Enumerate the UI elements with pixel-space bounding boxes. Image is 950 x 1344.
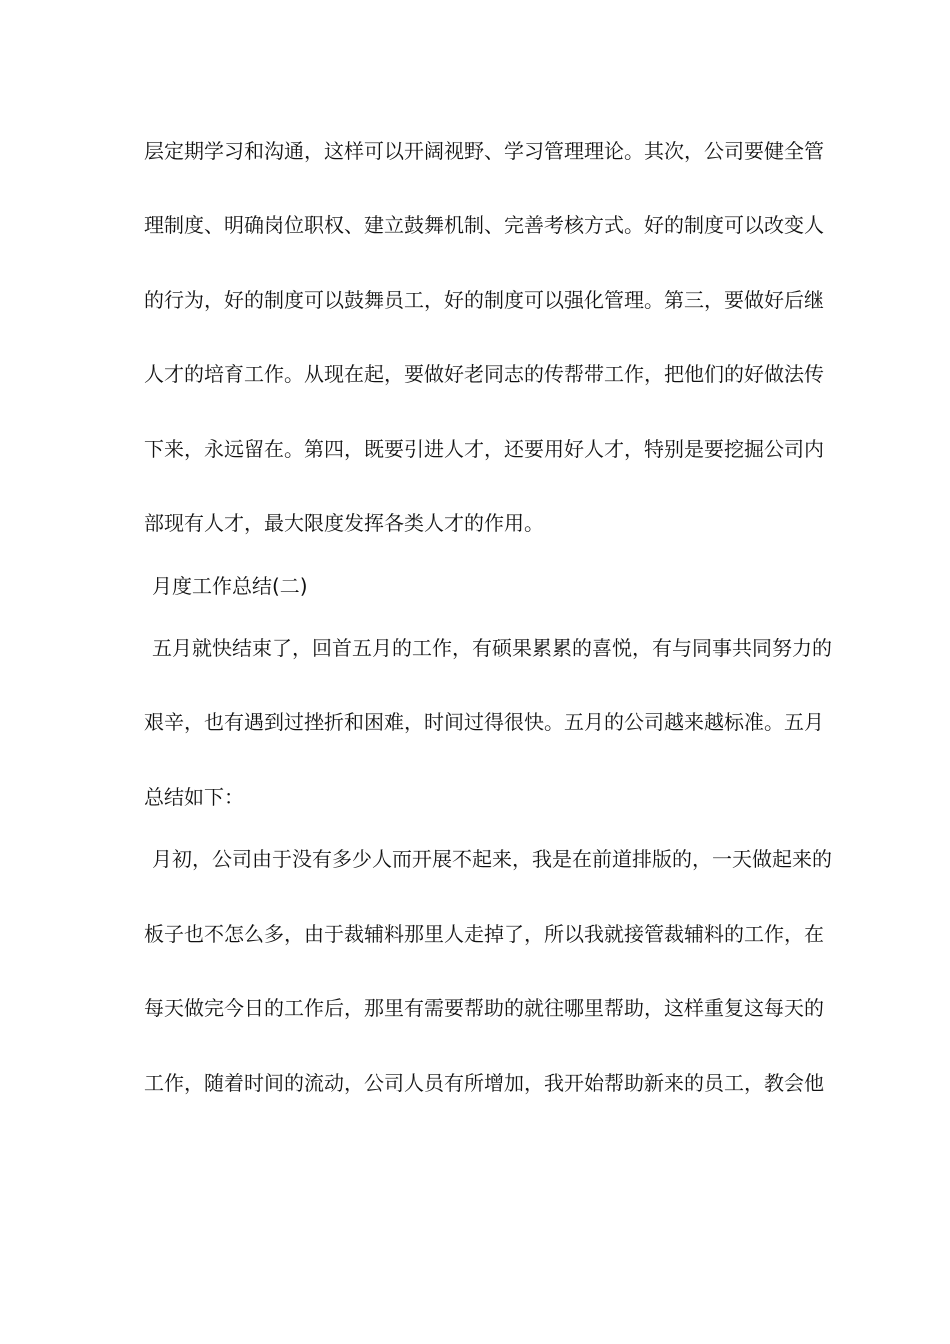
text-line: 的行为，好的制度可以鼓舞员工，好的制度可以强化管理。第三，要做好后继	[144, 288, 824, 312]
text-line: 下来，永远留在。第四，既要引进人才，还要用好人才，特别是要挖掘公司内	[144, 437, 824, 461]
text-line: 五月就快结束了，回首五月的工作，有硕果累累的喜悦，有与同事共同努力的	[152, 636, 832, 660]
text-line: 总结如下：	[144, 785, 244, 809]
text-line: 每天做完今日的工作后，那里有需要帮助的就往哪里帮助，这样重复这每天的	[144, 996, 824, 1020]
text-line: 艰辛，也有遇到过挫折和困难，时间过得很快。五月的公司越来越标准。五月	[144, 710, 824, 734]
section-heading: 月度工作总结(二)	[152, 574, 308, 598]
text-line: 理制度、明确岗位职权、建立鼓舞机制、完善考核方式。好的制度可以改变人	[144, 213, 824, 237]
text-line: 月初，公司由于没有多少人而开展不起来，我是在前道排版的，一天做起来的	[152, 847, 832, 871]
text-line: 人才的培育工作。从现在起，要做好老同志的传帮带工作，把他们的好做法传	[144, 362, 824, 386]
text-line: 板子也不怎么多，由于裁辅料那里人走掉了，所以我就接管裁辅料的工作，在	[144, 922, 824, 946]
text-line: 工作，随着时间的流动，公司人员有所增加，我开始帮助新来的员工，教会他	[144, 1071, 824, 1095]
text-line: 层定期学习和沟通，这样可以开阔视野、学习管理理论。其次，公司要健全管	[144, 139, 824, 163]
text-line: 部现有人才，最大限度发挥各类人才的作用。	[144, 511, 544, 535]
